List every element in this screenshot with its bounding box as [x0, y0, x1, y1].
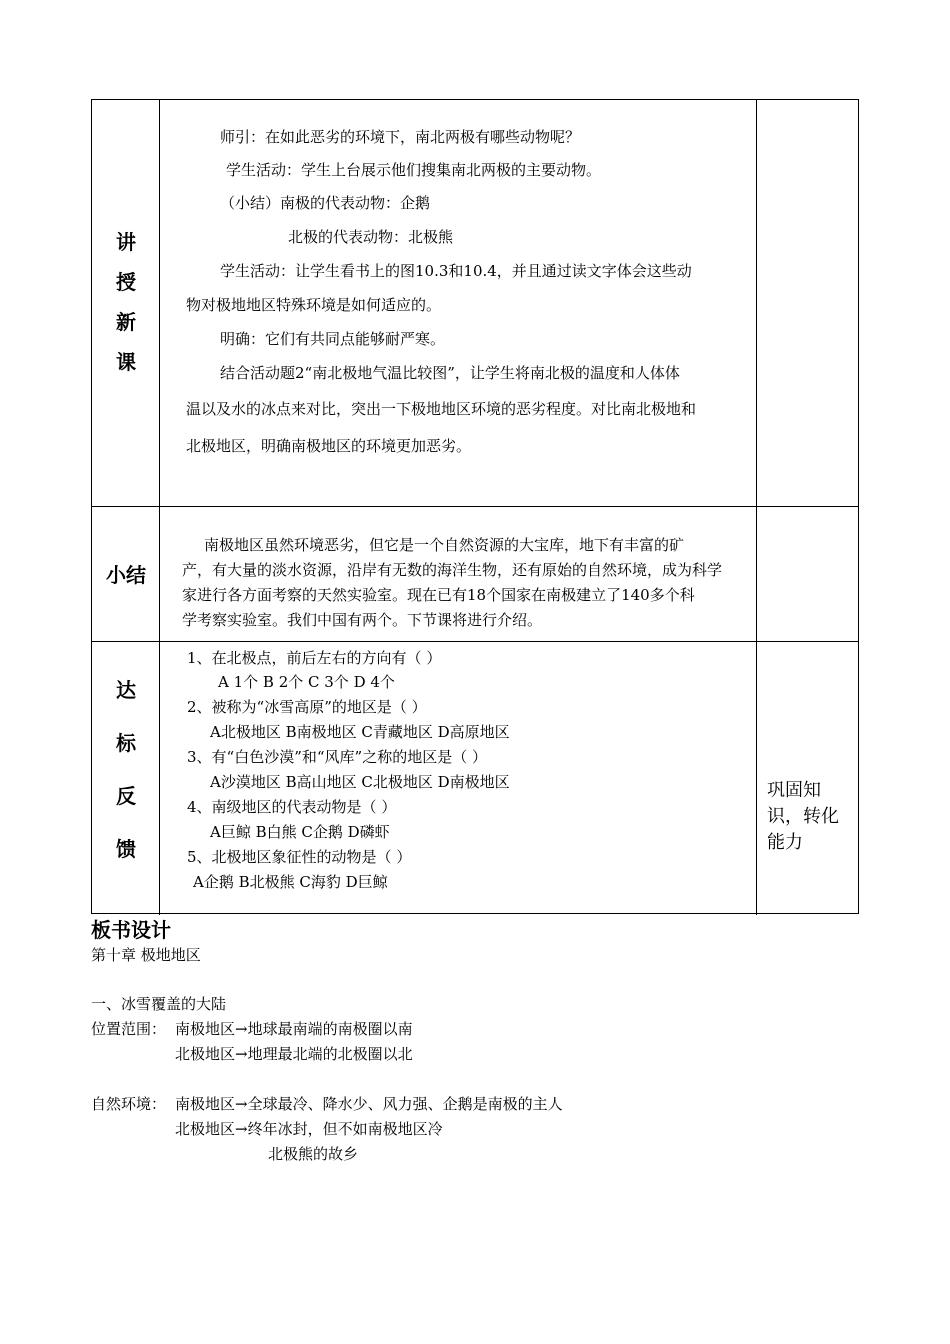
text-line: 学生活动：让学生看书上的图10.3和10.4，并且通过读文字体会这些动	[220, 262, 692, 280]
text-line: 结合活动题2“南北极地气温比较图”，让学生将南北极的温度和人体体	[220, 364, 680, 382]
label-char: 馈	[116, 837, 136, 861]
question-line: 1、在北极点，前后左右的方向有（ ）	[187, 649, 442, 667]
text-line: 北极地区，明确南极地区的环境更加恶劣。	[186, 437, 472, 455]
label-char: 达	[116, 678, 136, 702]
text-line: 学生活动：学生上台展示他们搜集南北两极的主要动物。	[226, 161, 602, 179]
content-cell	[160, 642, 757, 915]
position-south: 南极地区→地球最南端的南极圈以南	[175, 1020, 413, 1038]
label-char: 授	[116, 270, 136, 294]
content-cell	[160, 100, 757, 506]
note-line: 巩固知	[767, 780, 821, 801]
question-line: 4、南级地区的代表动物是（ ）	[187, 798, 397, 816]
text-line: 南极地区虽然环境恶劣，但它是一个自然资源的大宝库，地下有丰富的矿	[204, 536, 685, 554]
note-cell	[757, 100, 858, 506]
options-line: A北极地区 B南极地区 C青藏地区 D高原地区	[210, 723, 510, 741]
lesson-table	[91, 99, 859, 914]
question-line: 5、北极地区象征性的动物是（ ）	[187, 848, 412, 866]
row-summary	[92, 507, 858, 642]
environment-label: 自然环境：	[91, 1095, 167, 1113]
text-line: 学考察实验室。我们中国有两个。下节课将进行介绍。	[182, 611, 543, 629]
label-char: 反	[116, 784, 136, 808]
teaching-note	[767, 778, 857, 856]
position-north: 北极地区→地理最北端的北极圈以北	[175, 1045, 413, 1063]
row-new-lesson	[92, 100, 858, 507]
content-cell	[160, 507, 757, 641]
text-line: 物对极地地区特殊环境是如何适应的。	[186, 296, 442, 314]
label-char: 讲	[116, 230, 136, 254]
options-line: A 1个 B 2个 C 3个 D 4个	[218, 673, 395, 691]
row-label-summary: 小结	[106, 563, 146, 587]
row-label-feedback	[92, 664, 160, 876]
section-title: 一、冰雪覆盖的大陆	[91, 995, 227, 1013]
text-line: 产，有大量的淡水资源，沿岸有无数的海洋生物，还有原始的自然环境，成为科学	[182, 561, 723, 579]
question-line: 3、有“白色沙漠”和“风库”之称的地区是（ ）	[187, 748, 487, 766]
position-label: 位置范围：	[91, 1020, 167, 1038]
options-line: A沙漠地区 B高山地区 C北极地区 D南极地区	[210, 773, 510, 791]
text-line: 北极的代表动物：北极熊	[288, 228, 454, 246]
environment-south: 南极地区→全球最冷、降水少、风力强、企鹅是南极的主人	[175, 1095, 563, 1113]
note-line: 能力	[767, 832, 803, 853]
label-char: 课	[116, 350, 136, 374]
text-line: 师引：在如此恶劣的环境下，南北两极有哪些动物呢？	[220, 128, 581, 146]
row-label-new-lesson	[92, 222, 160, 382]
options-line: A企鹅 B北极熊 C海豹 D巨鲸	[193, 873, 388, 891]
question-line: 2、被称为“冰雪高原”的地区是（ ）	[187, 698, 427, 716]
text-line: （小结）南极的代表动物：企鹅	[220, 194, 431, 212]
label-char: 新	[116, 310, 136, 334]
chapter-title: 第十章 极地地区	[91, 946, 201, 964]
note-cell	[757, 507, 858, 641]
row-label-cell	[92, 507, 160, 641]
text-line: 明确：它们有共同点能够耐严寒。	[220, 330, 446, 348]
environment-north-extra: 北极熊的故乡	[268, 1145, 359, 1163]
row-label-cell	[92, 100, 160, 506]
note-line: 识，转化	[767, 806, 839, 827]
environment-north: 北极地区→终年冰封，但不如南极地区冷	[175, 1120, 443, 1138]
row-label-cell	[92, 642, 160, 915]
note-cell	[757, 642, 858, 915]
row-feedback	[92, 642, 858, 915]
text-line: 家进行各方面考察的天然实验室。现在已有18个国家在南极建立了140多个科	[182, 586, 695, 604]
board-heading: 板书设计	[91, 918, 171, 942]
label-char: 标	[116, 731, 136, 755]
options-line: A巨鲸 B白熊 C企鹅 D磷虾	[210, 823, 390, 841]
text-line: 温以及水的冰点来对比，突出一下极地地区环境的恶劣程度。对比南北极地和	[186, 400, 697, 418]
